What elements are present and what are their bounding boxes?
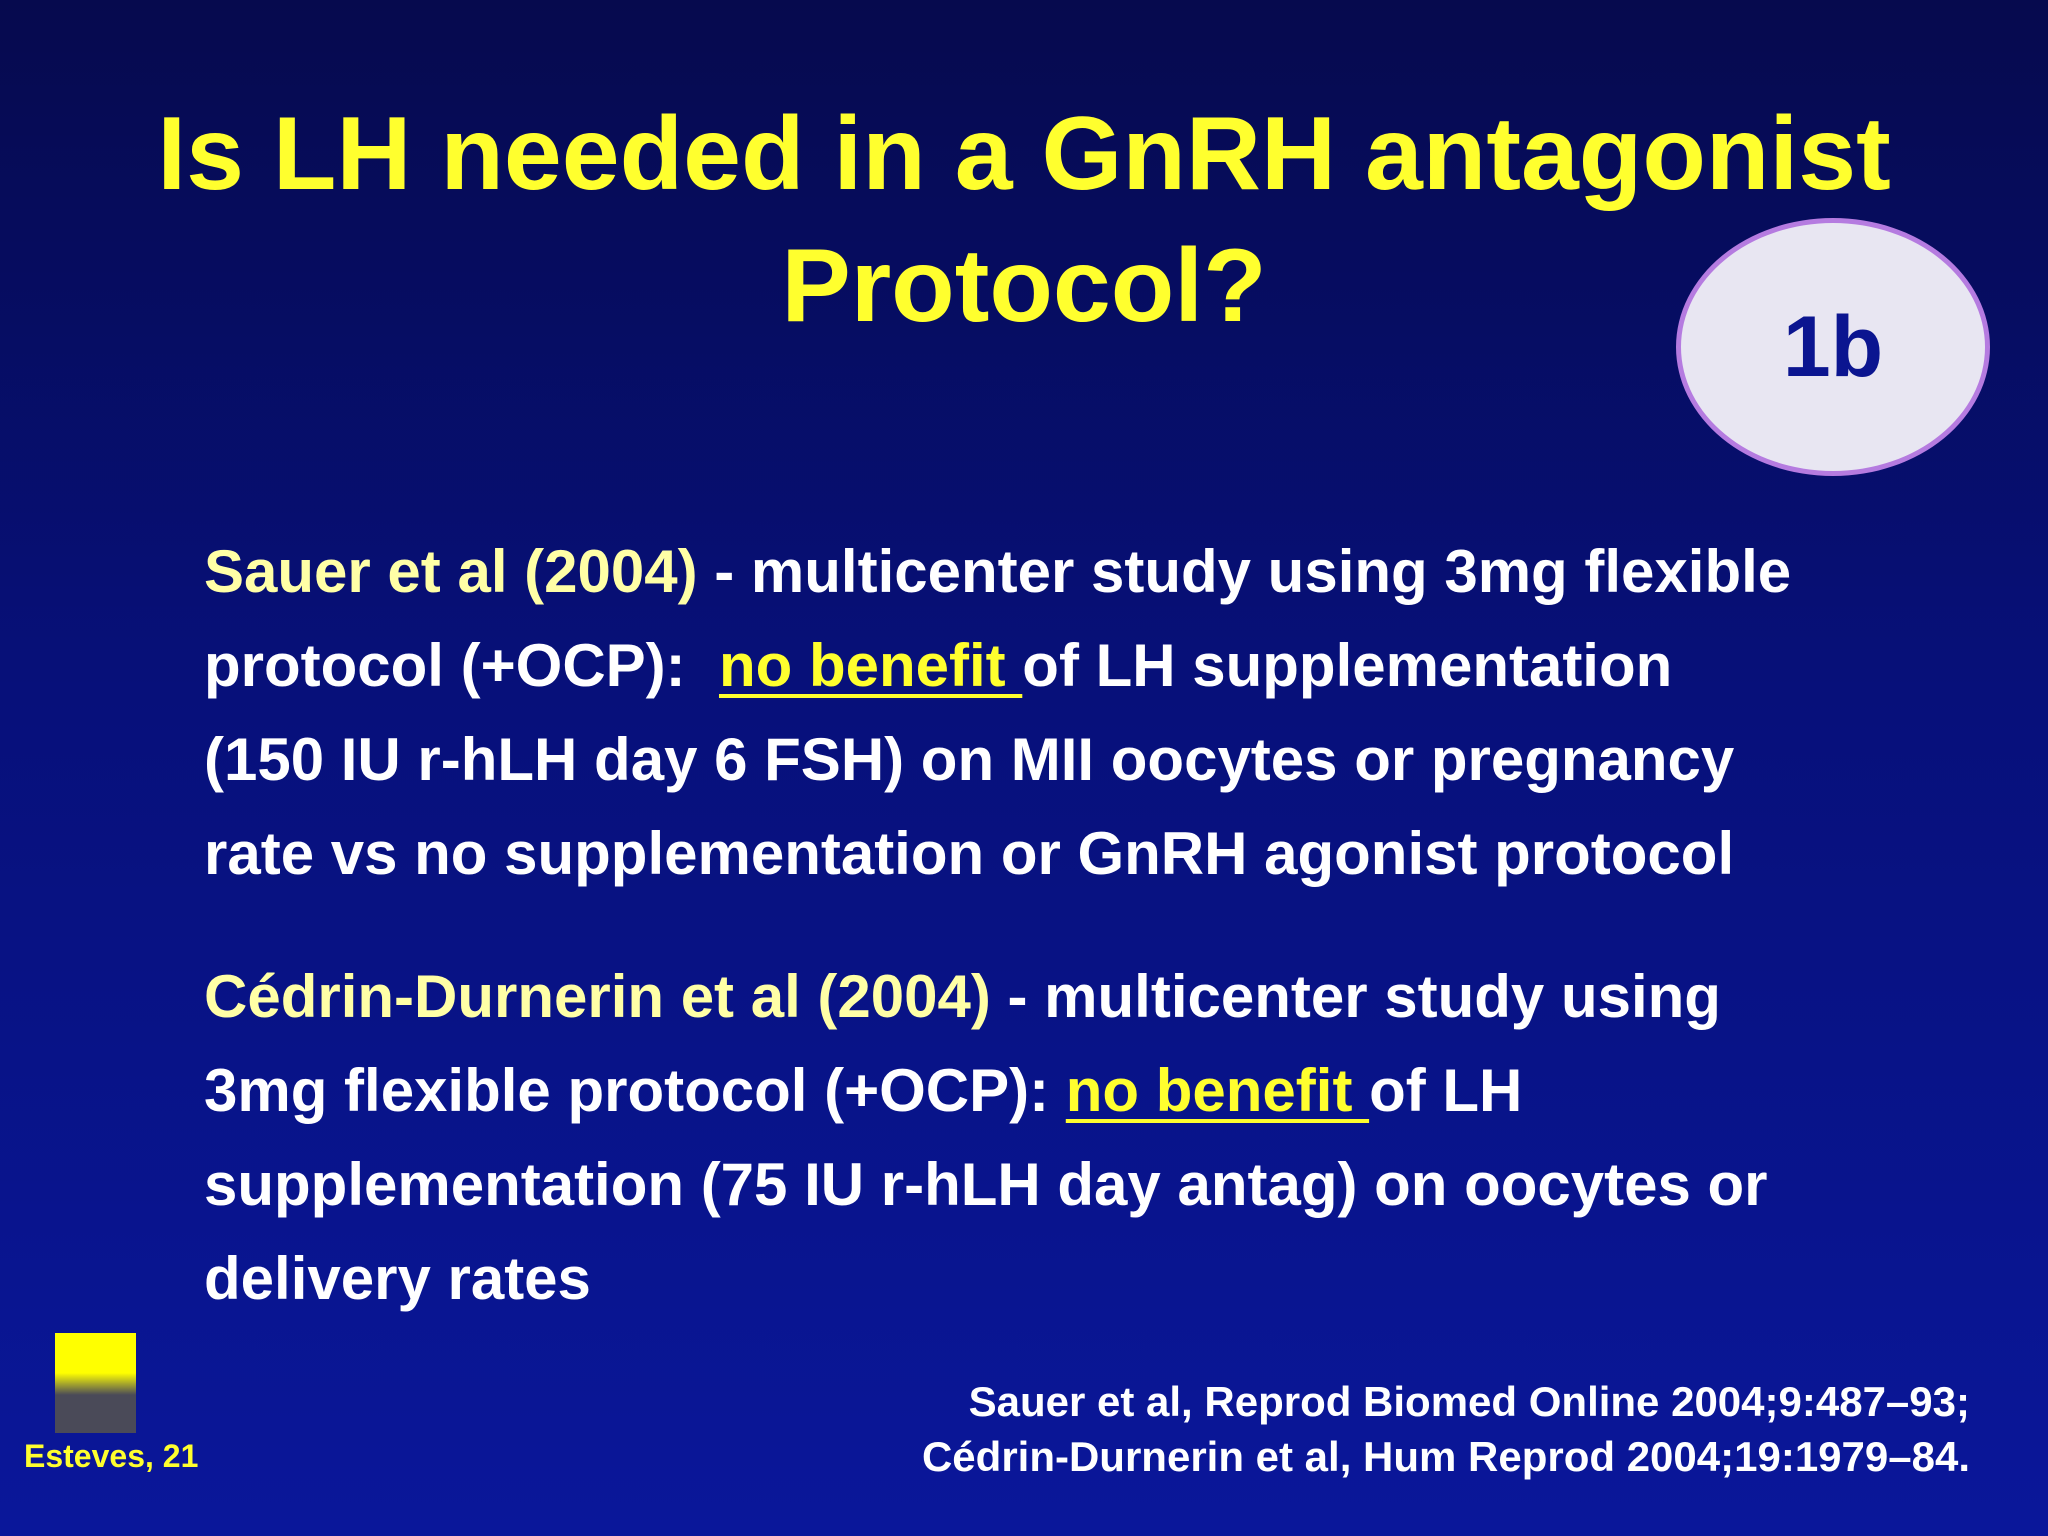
para2-line-2	[204, 1044, 1964, 1138]
para2-line-2-pre: 3mg flexible protocol (+OCP):	[204, 1057, 1066, 1124]
para1-line-1	[204, 525, 1964, 619]
para2-line-3: supplementation (75 IU r-hLH day antag) on oocytes or	[204, 1151, 1768, 1218]
reference-1: Sauer et al, Reprod Biomed Online 2004;9:487–93;	[968, 1378, 1970, 1425]
study-author-cedrin: Cédrin-Durnerin et al (2004)	[204, 963, 991, 1030]
references	[922, 1374, 1970, 1484]
evidence-level-badge	[1676, 218, 1990, 476]
para2-line-1	[204, 950, 1964, 1044]
no-benefit-highlight-1: no benefit	[718, 632, 1023, 699]
para2-line-4: delivery rates	[204, 1245, 591, 1312]
para1-line-1-text: - multicenter study using 3mg flexible	[697, 538, 1792, 605]
logo-icon	[55, 1333, 136, 1433]
para2-line-1-text: - multicenter study using	[990, 963, 1721, 1030]
study-paragraph-cedrin	[204, 950, 1964, 1326]
para1-line-2	[204, 619, 1964, 713]
footer-label: Esteves, 21	[24, 1438, 199, 1474]
no-benefit-highlight-2: no benefit	[1065, 1057, 1370, 1124]
evidence-level-label: 1b	[1782, 298, 1884, 395]
para1-line-4: rate vs no supplementation or GnRH agonist protocol	[204, 820, 1735, 887]
para1-line-2-post: of LH supplementation	[1022, 632, 1673, 699]
slide-title-line-1: Is LH needed in a GnRH antagonist	[157, 96, 1891, 212]
para2-line-2-post: of LH	[1369, 1057, 1523, 1124]
slide-title-line-2: Protocol?	[781, 228, 1267, 344]
reference-2: Cédrin-Durnerin et al, Hum Reprod 2004;19:1979–84.	[921, 1433, 1970, 1480]
study-author-sauer: Sauer et al (2004)	[204, 538, 698, 605]
study-paragraph-sauer	[204, 525, 1964, 901]
para1-line-2-pre: protocol (+OCP):	[204, 632, 719, 699]
para1-line-3: (150 IU r-hLH day 6 FSH) on MII oocytes or pregnancy	[204, 726, 1735, 793]
